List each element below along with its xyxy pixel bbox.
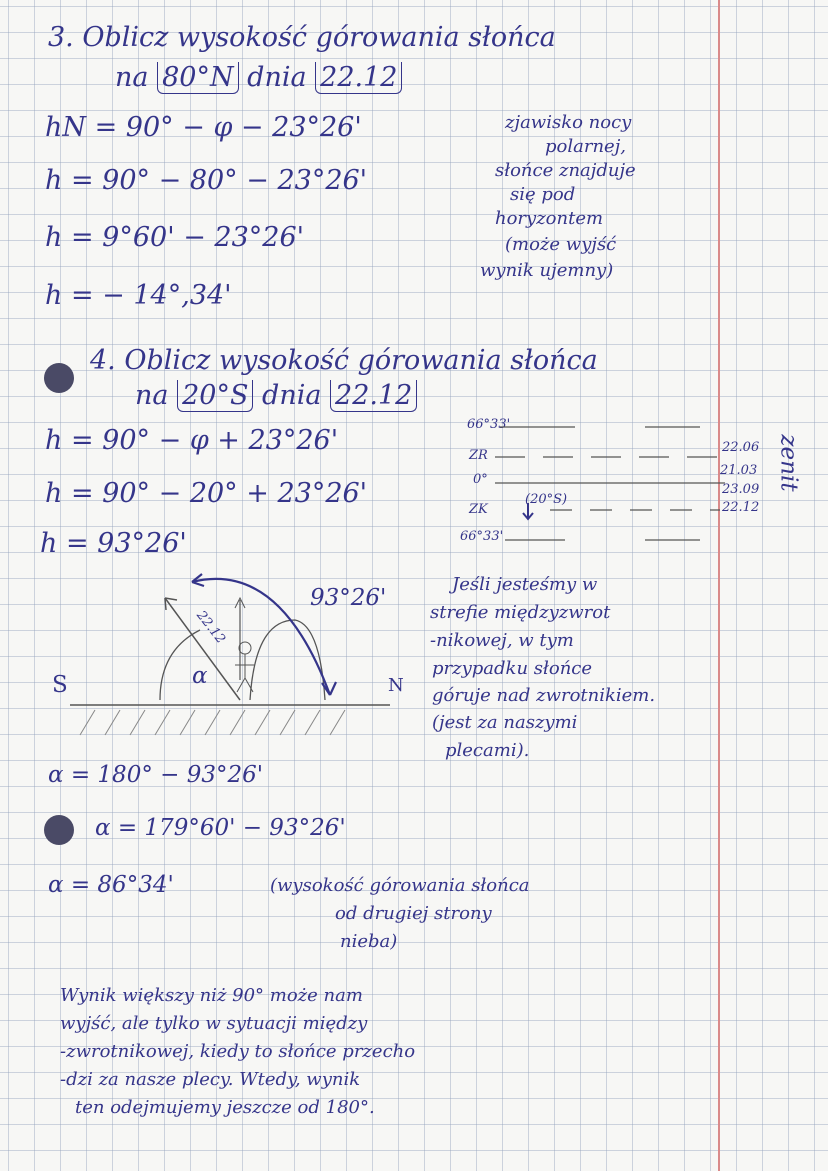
- conclusion-line: ten odejmujemy jeszcze od 180°.: [75, 1097, 375, 1118]
- latitude-box: 80°N: [157, 62, 238, 94]
- north-label: N: [388, 675, 404, 696]
- note-line: słońce znajduje: [495, 160, 636, 181]
- task3-line2: [115, 62, 402, 93]
- note-line: wynik ujemny): [480, 260, 614, 281]
- note-line: -nikowej, w tym: [430, 630, 574, 651]
- alpha-line: α = 179°60' − 93°26': [95, 815, 346, 841]
- date-box: 22.12: [330, 380, 417, 412]
- formula: h = − 14°,34': [45, 280, 232, 311]
- note-line: (może wyjść: [505, 234, 617, 255]
- row-label: 66°33': [460, 529, 504, 544]
- row-label: 66°33': [467, 417, 511, 432]
- conclusion-line: -dzi za nasze plecy. Wtedy, wynik: [60, 1069, 361, 1090]
- date-box: 22.12: [315, 62, 402, 94]
- alpha-line: α = 180° − 93°26': [48, 762, 264, 788]
- note-line: Jeśli jesteśmy w: [452, 574, 598, 595]
- alpha-line: α = 86°34': [48, 872, 174, 898]
- row-label: ZK: [469, 502, 488, 517]
- note-line: plecami).: [445, 740, 530, 761]
- notebook-margin-line: [718, 0, 720, 1171]
- note-line: horyzontem: [495, 208, 604, 229]
- conclusion-line: Wynik większy niż 90° może nam: [60, 985, 363, 1006]
- row-label: 0°: [473, 472, 488, 487]
- date-label: 22.06: [722, 440, 760, 455]
- alpha-note: nieba): [340, 931, 398, 952]
- note-line: przypadku słońce: [432, 658, 593, 679]
- text: dnia: [262, 380, 322, 411]
- alpha-note: od drugiej strony: [335, 903, 492, 924]
- zenit-label: zenit: [775, 434, 802, 492]
- date-label: 21.03: [720, 463, 758, 478]
- note-line: się pod: [510, 184, 576, 205]
- formula: h = 90° − 80° − 23°26': [45, 165, 368, 196]
- mini-latitude-lines: [440, 415, 740, 555]
- text: dnia: [247, 62, 307, 93]
- date-label: 23.09: [722, 482, 760, 497]
- date-label: 22.12: [722, 500, 760, 515]
- formula: h = 93°26': [40, 528, 187, 559]
- note-line: (jest za naszymi: [432, 712, 578, 733]
- note-line: polarnej,: [545, 136, 626, 157]
- formula: h = 90° − 20° + 23°26': [45, 478, 368, 509]
- punch-hole: [44, 815, 74, 845]
- alpha-note: (wysokość górowania słońca: [270, 875, 530, 896]
- task4-title: 4. Oblicz wysokość górowania słońca: [90, 345, 598, 376]
- row-label: ZR: [469, 448, 488, 463]
- task4-line2: [135, 380, 417, 411]
- task3-title: 3. Oblicz wysokość górowania słońca: [48, 22, 556, 53]
- marker-label: (20°S): [525, 492, 568, 507]
- text: na: [135, 380, 169, 411]
- alpha-label: α: [192, 663, 208, 689]
- angle-label: 93°26': [310, 585, 387, 611]
- ray-label: 22.12: [193, 608, 228, 647]
- formula: h = 9°60' − 23°26': [45, 222, 305, 253]
- latitude-box: 20°S: [177, 380, 253, 412]
- conclusion-line: -zwrotnikowej, kiedy to słońce przecho: [60, 1041, 416, 1062]
- conclusion-line: wyjść, ale tylko w sytuacji między: [60, 1013, 368, 1034]
- south-label: S: [52, 672, 68, 698]
- punch-hole: [44, 363, 74, 393]
- note-line: zjawisko nocy: [505, 112, 632, 133]
- formula: h = 90° − φ + 23°26': [45, 425, 339, 456]
- note-line: strefie międzyzwrot: [430, 602, 611, 623]
- note-line: góruje nad zwrotnikiem.: [432, 685, 656, 706]
- formula: hN = 90° − φ − 23°26': [45, 112, 362, 143]
- text: na: [115, 62, 149, 93]
